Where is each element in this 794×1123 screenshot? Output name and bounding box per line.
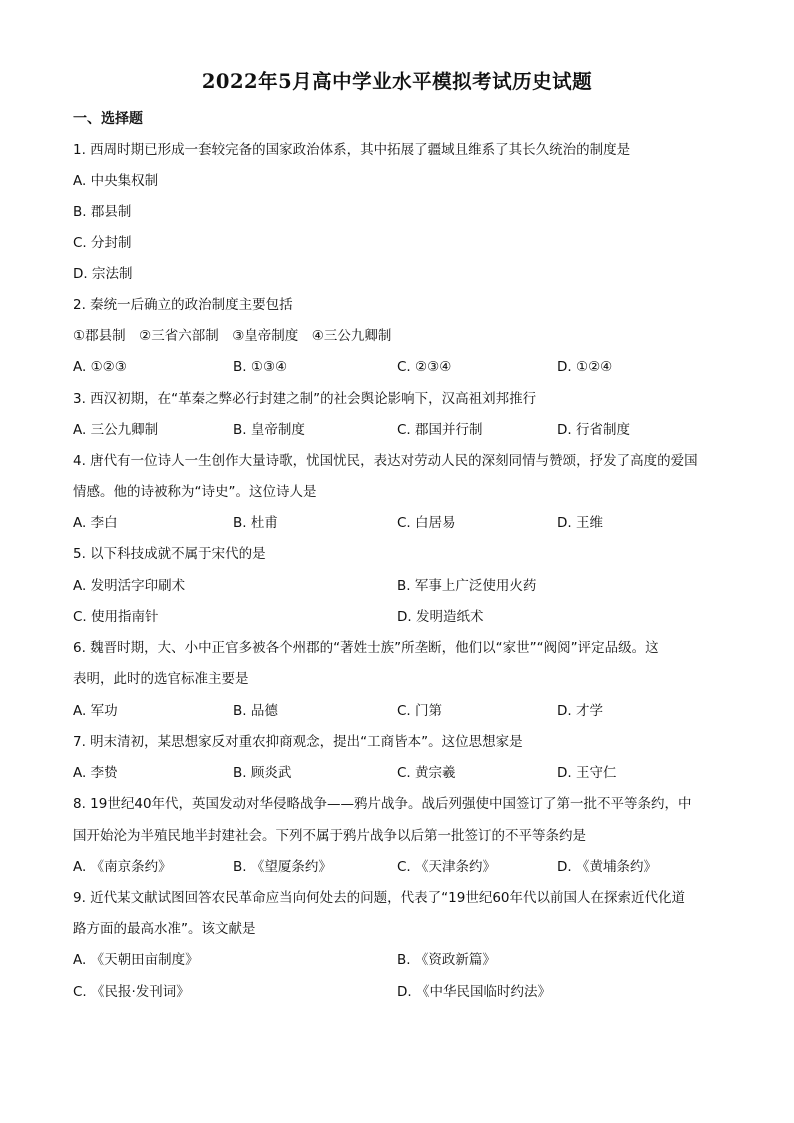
- question-4-option-d: D. 王维: [557, 515, 603, 531]
- question-3-option-b: B. 皇帝制度: [233, 422, 305, 438]
- question-4-option-b: B. 杜甫: [233, 515, 278, 531]
- question-3-stem: 3. 西汉初期，在“革秦之弊必行封建之制”的社会舆论影响下，汉高祖刘邦推行: [73, 391, 537, 407]
- question-8-stem-line2: 国开始沦为半殖民地半封建社会。下列不属于鸦片战争以后第一批签订的不平等条约是: [73, 828, 586, 844]
- question-4-option-c: C. 白居易: [397, 515, 456, 531]
- question-1-stem: 1. 西周时期已形成一套较完备的国家政治体系，其中拓展了疆域且维系了其长久统治的制度是: [73, 142, 631, 158]
- question-7-option-d: D. 王守仁: [557, 765, 617, 781]
- question-2-stem: 2. 秦统一后确立的政治制度主要包括: [73, 297, 293, 313]
- question-7-option-a: A. 李贽: [73, 765, 118, 781]
- question-4-stem-line2: 情感。他的诗被称为“诗史”。这位诗人是: [73, 484, 317, 500]
- question-6-option-a: A. 军功: [73, 703, 118, 719]
- question-8-option-d: D. 《黄埔条约》: [557, 859, 657, 875]
- question-1-option-a: A. 中央集权制: [73, 173, 159, 189]
- question-7-option-c: C. 黄宗羲: [397, 765, 456, 781]
- question-9-stem-line2: 路方面的最高水准”。该文献是: [73, 921, 256, 937]
- question-5-option-a: A. 发明活字印刷术: [73, 578, 186, 594]
- question-2-option-d: D. ①②④: [557, 359, 613, 375]
- question-2-option-c: C. ②③④: [397, 359, 452, 375]
- question-9-option-d: D. 《中华民国临时约法》: [397, 984, 551, 1000]
- question-8-option-b: B. 《望厦条约》: [233, 859, 332, 875]
- question-6-option-b: B. 品德: [233, 703, 278, 719]
- question-3-option-d: D. 行省制度: [557, 422, 630, 438]
- question-2-option-b: B. ①③④: [233, 359, 288, 375]
- question-5-stem: 5. 以下科技成就不属于宋代的是: [73, 546, 266, 562]
- question-2-option-a: A. ①②③: [73, 359, 127, 375]
- question-8-option-c: C. 《天津条约》: [397, 859, 497, 875]
- question-5-option-c: C. 使用指南针: [73, 609, 159, 625]
- question-4-stem-line1: 4. 唐代有一位诗人一生创作大量诗歌，忧国忧民，表达对劳动人民的深刻同情与赞颂，抒发了高度的爱国: [73, 453, 698, 469]
- question-6-stem-line1: 6. 魏晋时期，大、小中正官多被各个州郡的“著姓士族”所垄断，他们以“家世”“阀阅”评定品级。这: [73, 640, 659, 656]
- question-8-stem-line1: 8. 19世纪40年代，英国发动对华侵略战争——鸦片战争。战后列强使中国签订了第一批不平等条约，中: [73, 796, 692, 812]
- section-heading: 一、选择题: [73, 111, 143, 127]
- question-9-stem-line1: 9. 近代某文献试图回答农民革命应当向何处去的问题，代表了“19世纪60年代以前国人在探索近代化道: [73, 890, 686, 906]
- page-title: 2022年5月高中学业水平模拟考试历史试题: [201, 70, 593, 93]
- question-6-option-d: D. 才学: [557, 703, 603, 719]
- question-9-option-c: C. 《民报·发刊词》: [73, 984, 190, 1000]
- question-4-option-a: A. 李白: [73, 515, 118, 531]
- question-5-option-d: D. 发明造纸术: [397, 609, 484, 625]
- question-3-option-c: C. 郡国并行制: [397, 422, 483, 438]
- question-3-option-a: A. 三公九卿制: [73, 422, 159, 438]
- question-9-option-b: B. 《资政新篇》: [397, 952, 496, 968]
- question-1-option-d: D. 宗法制: [73, 266, 133, 282]
- question-7-option-b: B. 顾炎武: [233, 765, 292, 781]
- question-7-stem: 7. 明末清初，某思想家反对重农抑商观念，提出“工商皆本”。这位思想家是: [73, 734, 523, 750]
- question-1-option-b: B. 郡县制: [73, 204, 132, 220]
- question-2-items: ①郡县制 ②三省六部制 ③皇帝制度 ④三公九卿制: [73, 328, 392, 344]
- question-5-option-b: B. 军事上广泛使用火药: [397, 578, 537, 594]
- question-8-option-a: A. 《南京条约》: [73, 859, 172, 875]
- question-1-option-c: C. 分封制: [73, 235, 132, 251]
- question-6-option-c: C. 门第: [397, 703, 443, 719]
- question-9-option-a: A. 《天朝田亩制度》: [73, 952, 199, 968]
- question-6-stem-line2: 表明，此时的选官标准主要是: [73, 671, 249, 687]
